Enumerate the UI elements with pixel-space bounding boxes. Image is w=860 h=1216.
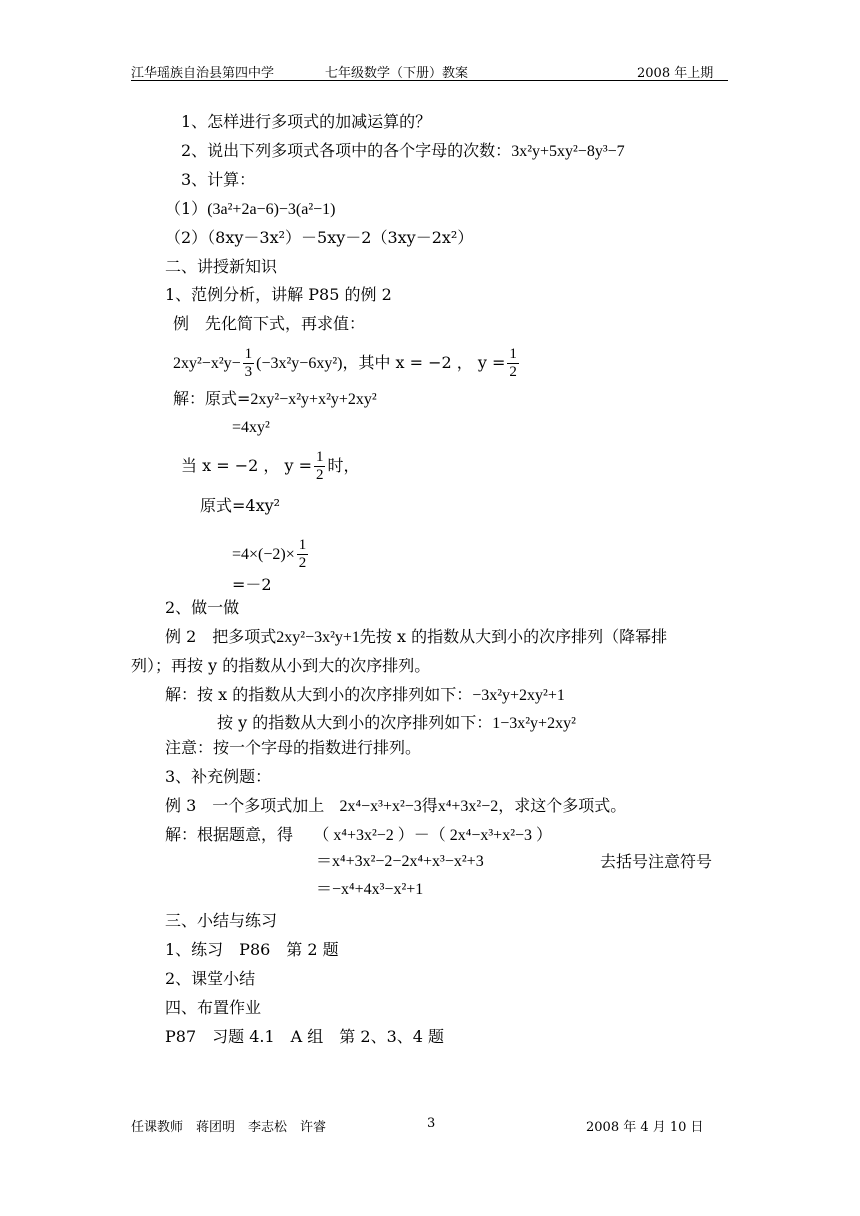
header-school: 江华瑶族自治县第四中学: [131, 66, 275, 81]
section2-heading: 二、讲授新知识: [165, 257, 278, 276]
example2-solution2: [217, 713, 576, 734]
review-q3: 3、计算：: [181, 170, 256, 189]
header-term: 2008 年上期: [637, 66, 714, 81]
review-q2: [181, 141, 625, 162]
solution-expr1: 2xy²−x²y+x²y+2xy²: [250, 391, 377, 408]
review-q3-1: [165, 199, 336, 220]
section3-item1: 1、练习 P86 第 2 题: [165, 940, 339, 959]
example-where: ，其中 x = −2 ， y =: [342, 353, 506, 372]
example3-line: [165, 796, 626, 817]
homework-line: P87 习题 4.1 A 组 第 2、3、4 题: [165, 1027, 445, 1046]
header-rule: [131, 80, 728, 81]
example2-sol1-expr: −3x²y+2xy²+1: [472, 687, 565, 704]
review-q3-1-label: （1）: [165, 199, 208, 218]
example3-step2-note: 去括号注意符号: [600, 852, 713, 871]
example2-expr: 2xy²−3x²y+1: [276, 629, 360, 646]
header-course: 七年级数学（下册）教案: [325, 66, 469, 81]
example2-solution1: [165, 685, 565, 706]
footer-page-number: 3: [427, 1116, 436, 1131]
review-q2-expr: 3x²y+5xy²−8y³−7: [511, 143, 625, 160]
when-text: 当 x = −2 ， y =: [181, 456, 312, 475]
example2-sol1-text: 解：按 x 的指数从大到小的次序排列如下：: [165, 685, 473, 704]
footer-date: 2008 年 4 月 10 日: [586, 1120, 704, 1135]
example2-line1: [165, 627, 667, 648]
fraction-den: 2: [509, 364, 517, 380]
example3-text: 得: [421, 796, 438, 815]
review-q3-2: （2）（8xy－3x²）－5xy－2（3xy－2x²）: [165, 228, 474, 247]
section2-item3: 3、补充例题：: [165, 767, 272, 786]
fraction-one-half: [507, 347, 519, 380]
example3-solution: [165, 825, 552, 846]
fraction-one-half: [297, 538, 309, 571]
original-value: 原式=4xy²: [200, 496, 281, 515]
solution-line2: =4xy²: [232, 419, 270, 436]
example-expression: [173, 347, 521, 380]
example3-sol-text: 解：根据题意，得: [165, 825, 294, 844]
footer-teachers: 任课教师 蒋团明 李志松 许睿: [131, 1120, 327, 1135]
review-q2-text: 2、说出下列多项式各项中的各个字母的次数：: [181, 141, 512, 160]
calc-expr: =4×(−2)×: [232, 546, 295, 563]
section3-item2: 2、课堂小结: [165, 969, 256, 988]
example-intro: 例 先化简下式，再求值：: [173, 314, 366, 333]
example3-tail: ，求这个多项式。: [498, 796, 627, 815]
example2-sol2-text: 按 y 的指数从大到小的次序排列如下：: [217, 713, 493, 732]
review-q3-1-expr: (3a²+2a−6)−3(a²−1): [207, 201, 336, 218]
review-q1: 1、怎样进行多项式的加减运算的？: [181, 112, 432, 131]
example3-label: 例 3 一个多项式加上: [165, 796, 325, 815]
section3-heading: 三、小结与练习: [165, 911, 278, 930]
fraction-num: 1: [315, 449, 324, 465]
section2-item2: 2、做一做: [165, 598, 240, 617]
example2-line2: 列）；再按 y 的指数从小到大的次序排列。: [131, 656, 431, 675]
example3-step2: ＝x⁴+3x²−2−2x⁴+x³−x²+3: [316, 853, 484, 870]
example2-label: 例 2 把多项式: [165, 627, 277, 646]
example3-expr1: 2x⁴−x³+x²−3: [339, 798, 422, 815]
section4-heading: 四、布置作业: [165, 998, 262, 1017]
note-line: 注意：按一个字母的指数进行排列。: [165, 738, 422, 757]
section2-item1: 1、范例分析，讲解 P85 的例 2: [165, 285, 392, 304]
when-suffix: 时，: [327, 456, 360, 475]
when-line: [181, 450, 360, 483]
example2-sol2-expr: 1−3x²y+2xy²: [492, 715, 576, 732]
fraction-one-third: [243, 347, 255, 380]
fraction-num: 1: [509, 346, 517, 362]
fraction-one-half: [314, 450, 326, 483]
fraction-den: 2: [315, 467, 324, 483]
fraction-num: 1: [298, 537, 307, 553]
solution-prefix: 解：原式=: [173, 389, 251, 408]
example3-sol-expr: （ x⁴+3x²−2 ）－（ 2x⁴−x³+x²−3 ）: [313, 827, 553, 844]
calc-line: [232, 538, 310, 571]
fraction-num: 1: [244, 346, 253, 362]
example3-step3: ＝−x⁴+4x³−x²+1: [316, 881, 424, 898]
example-expr-a: 2xy²−x²y−: [173, 355, 241, 372]
result-line: =－2: [232, 575, 272, 594]
example3-expr2: x⁴+3x²−2: [437, 798, 499, 815]
solution-line1: [173, 389, 377, 410]
fraction-den: 3: [244, 364, 253, 380]
example2-text: 先按 x 的指数从大到小的次序排列（降幂排: [359, 627, 668, 646]
fraction-den: 2: [298, 555, 307, 571]
example-expr-b: (−3x²y−6xy²): [256, 355, 343, 372]
